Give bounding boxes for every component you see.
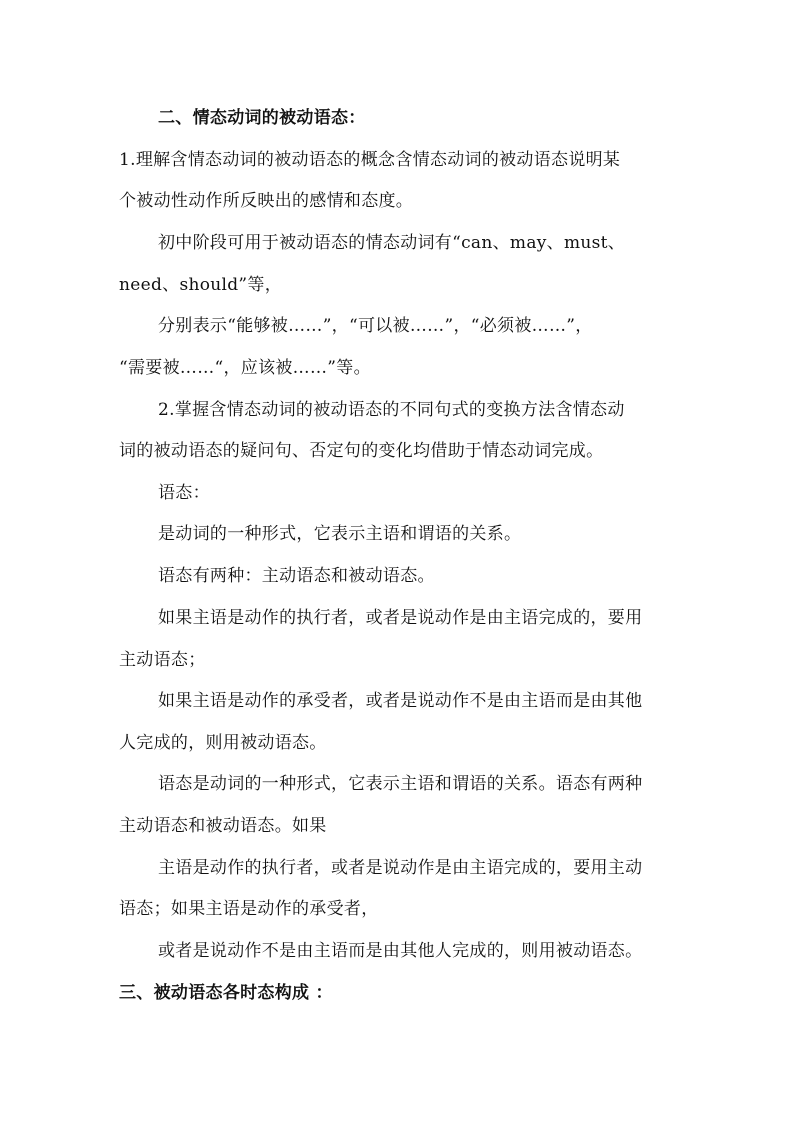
paragraph-line: 语态有两种：主动语态和被动语态。	[158, 566, 435, 586]
paragraph-line: “需要被……“，应该被……”等。	[119, 358, 371, 378]
paragraph-line: 语态；如果主语是动作的承受者，	[119, 899, 379, 919]
paragraph-line: 或者是说动作不是由主语而是由其他人完成的，则用被动语态。	[158, 941, 643, 961]
paragraph-line: 如果主语是动作的执行者，或者是说动作是由主语完成的，要用	[158, 608, 643, 628]
paragraph-line: 2.掌握含情态动词的被动语态的不同句式的变换方法含情态动	[158, 400, 625, 420]
paragraph-line: 分别表示“能够被……”，“可以被……”，“必须被……”，	[158, 316, 593, 336]
paragraph-line: 初中阶段可用于被动语态的情态动词有“can、may、must、	[158, 233, 626, 253]
paragraph-line: 主动语态；	[119, 650, 206, 670]
paragraph-line: need、should”等，	[119, 275, 283, 295]
paragraph-line: 个被动性动作所反映出的感情和态度。	[119, 191, 414, 211]
paragraph-line: 主动语态和被动语态。如果	[119, 816, 327, 836]
section-heading-3: 三、被动语态各时态构成 ：	[119, 983, 333, 1003]
paragraph-line: 语态是动词的一种形式，它表示主语和谓语的关系。语态有两种	[158, 774, 643, 794]
paragraph-line: 人完成的，则用被动语态。	[119, 733, 327, 753]
section-heading-2: 二、情态动词的被动语态：	[158, 108, 366, 128]
paragraph-line: 词的被动语态的疑问句、否定句的变化均借助于情态动词完成。	[119, 441, 604, 461]
paragraph-line: 是动词的一种形式，它表示主语和谓语的关系。	[158, 524, 522, 544]
paragraph-line: 1.理解含情态动词的被动语态的概念含情态动词的被动语态说明某	[119, 150, 621, 170]
paragraph-line: 语态：	[158, 483, 210, 503]
paragraph-line: 如果主语是动作的承受者，或者是说动作不是由主语而是由其他	[158, 691, 643, 711]
paragraph-line: 主语是动作的执行者，或者是说动作是由主语完成的，要用主动	[158, 858, 643, 878]
